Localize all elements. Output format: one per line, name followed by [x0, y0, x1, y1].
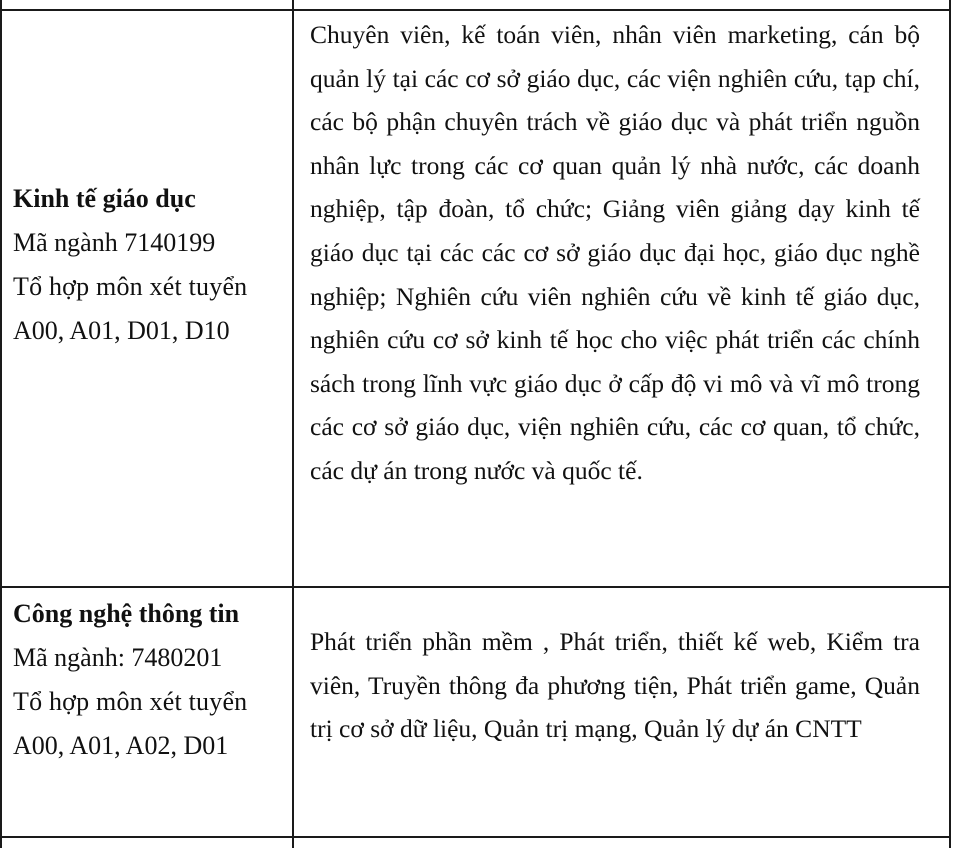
subject-combo-values: A00, A01, D01, D10 [13, 316, 230, 345]
career-description: Phát triển phần mềm , Phát triển, thiết kế web, Kiểm tra viên, Truyền thông đa phương tiện, Phát triển game, Quản trị cơ sở dữ liệu, Quản trị mạng, Quản lý dự án CNTT [310, 627, 920, 744]
major-info-cell [13, 592, 295, 768]
major-name: Kinh tế giáo dục [13, 184, 196, 213]
subject-combo-label: Tổ hợp môn xét tuyển [13, 687, 248, 716]
career-description: Chuyên viên, kế toán viên, nhân viên marketing, cán bộ quản lý tại các cơ sở giáo dục, các viện nghiên cứu, tạp chí, các bộ phận chuyên trách về giáo dục và phát triển nguồn nhân lực trong các cơ quan quản lý nhà nước, các doanh nghiệp, tập đoàn, tổ chức; Giảng viên giảng dạy kinh tế giáo dục tại các các cơ sở giáo dục đại học, giáo dục nghề nghiệp; Nghiên cứu viên nghiên cứu về kinh tế giáo dục, nghiên cứu cơ sở kinh tế học cho việc phát triển các chính sách trong lĩnh vực giáo dục ở cấp độ vi mô và vĩ mô trong các cơ sở giáo dục, viện nghiên cứu, các cơ quan, tổ chức, các dự án trong nước và quốc tế. [310, 20, 920, 485]
career-description-cell [310, 13, 920, 493]
table-right-border [949, 0, 951, 848]
major-name: Công nghệ thông tin [13, 599, 240, 628]
row-divider-middle [0, 586, 951, 588]
major-info-cell [13, 177, 295, 353]
row-divider-top [0, 9, 951, 11]
subject-combo-values: A00, A01, A02, D01 [13, 731, 229, 760]
major-code: Mã ngành: 7480201 [13, 643, 223, 672]
table-left-border [0, 0, 2, 848]
row-divider-bottom [0, 836, 951, 838]
subject-combo-label: Tổ hợp môn xét tuyển [13, 272, 248, 301]
career-description-cell [310, 620, 920, 751]
major-code: Mã ngành 7140199 [13, 228, 216, 257]
